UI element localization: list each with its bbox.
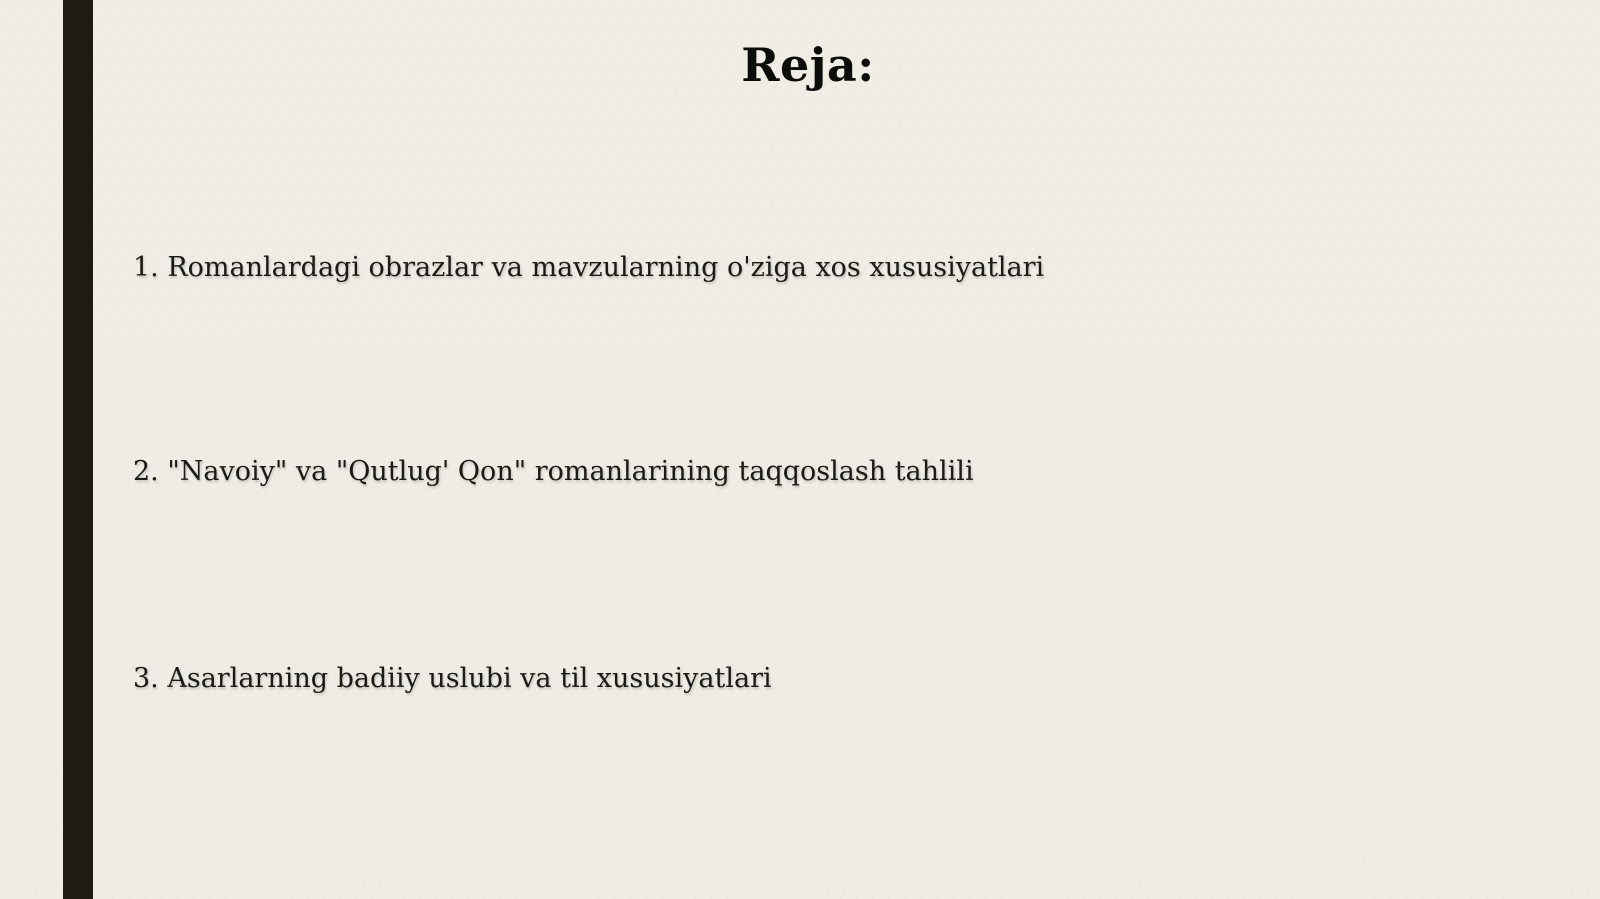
- slide-title: Reja:: [741, 38, 875, 92]
- left-accent-bar: [63, 0, 93, 899]
- plan-item-2: 2. "Navoiy" va "Qutlug' Qon" romanlarining taqqoslash tahlili: [133, 456, 974, 487]
- plan-item-3: 3. Asarlarning badiiy uslubi va til xususiyatlari: [133, 663, 772, 694]
- plan-item-1: 1. Romanlardagi obrazlar va mavzularning o'ziga xos xususiyatlari: [133, 252, 1045, 283]
